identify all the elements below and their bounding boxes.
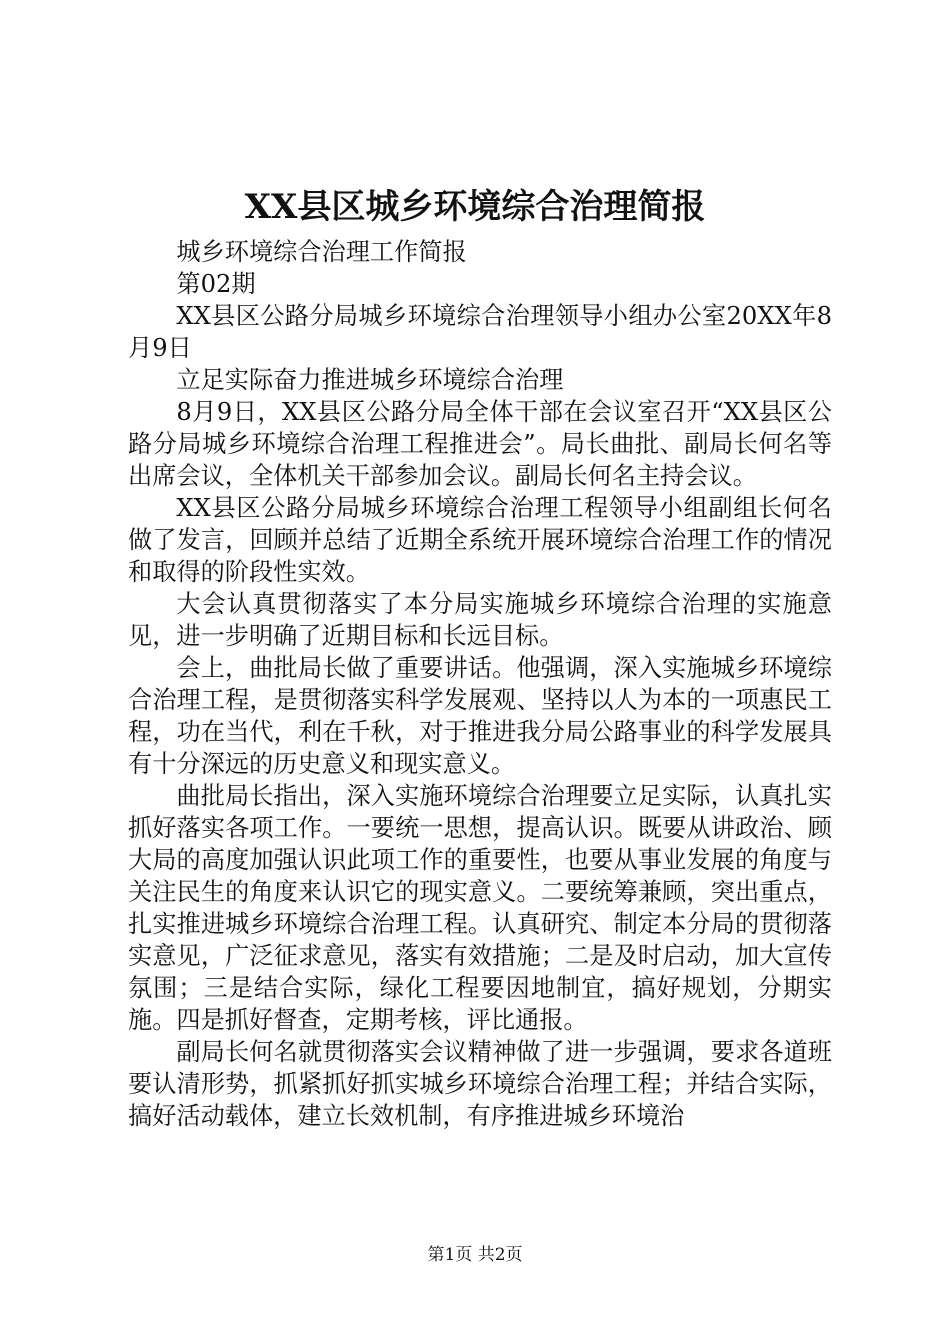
paragraph-body: XX县区公路分局城乡环境综合治理工程领导小组副组长何名做了发言，回顾并总结了近期全系统开展环境综合治理工作的情况和取得的阶段性实效。: [128, 494, 832, 586]
paragraph-body: 8月9日，XX县区公路分局全体干部在会议室召开“XX县区公路分局城乡环境综合治理工程推进会”。局长曲批、副局长何名等出席会议，全体机关干部参加会议。副局长何名主持会议。: [128, 398, 832, 490]
paragraph-issue-number: 第02期: [176, 270, 256, 298]
paragraph-body: 大会认真贯彻落实了本分局实施城乡环境综合治理的实施意见，进一步明确了近期目标和长远目标。: [128, 590, 832, 650]
page-total: 共2页: [477, 1245, 523, 1265]
paragraph-body: 曲批局长指出，深入实施环境综合治理要立足实际，认真扎实抓好落实各项工作。一要统一思想，提高认识。既要从讲政治、顾大局的高度加强认识此项工作的重要性，也要从事业发展的角度与关注民生的角度来认识它的现实意义。二要统筹兼顾，突出重点，扎实推进城乡环境综合治理工程。认真研究、制定本分局的贯彻落实意见，广泛征求意见，落实有效措施；二是及时启动，加大宣传氛围；三是结合实际，绿化工程要因地制宜，搞好规划，分期实施。四是抓好督查，定期考核，评比通报。: [128, 782, 832, 1034]
document-title: XX县区城乡环境综合治理简报: [244, 187, 706, 227]
paragraph-headline: 立足实际奋力推进城乡环境综合治理: [176, 366, 564, 394]
paragraph-body: 副局长何名就贯彻落实会议精神做了进一步强调，要求各道班要认清形势，抓紧抓好抓实城乡环境综合治理工程；并结合实际，搞好活动载体，建立长效机制，有序推进城乡环境治: [128, 1038, 832, 1130]
page-footer: [0, 1244, 950, 1266]
paragraph-issuer-date: XX县区公路分局城乡环境综合治理领导小组办公室20XX年8月9日: [128, 302, 832, 362]
paragraph-body: 会上，曲批局长做了重要讲话。他强调，深入实施城乡环境综合治理工程，是贯彻落实科学发展观、坚持以人为本的一项惠民工程，功在当代，利在千秋，对于推进我分局公路事业的科学发展具有十分深远的历史意义和现实意义。: [128, 654, 832, 778]
document-body: [128, 236, 832, 1132]
page-number: 第1页: [427, 1245, 473, 1265]
paragraph-subtitle: 城乡环境综合治理工作简报: [176, 238, 467, 266]
